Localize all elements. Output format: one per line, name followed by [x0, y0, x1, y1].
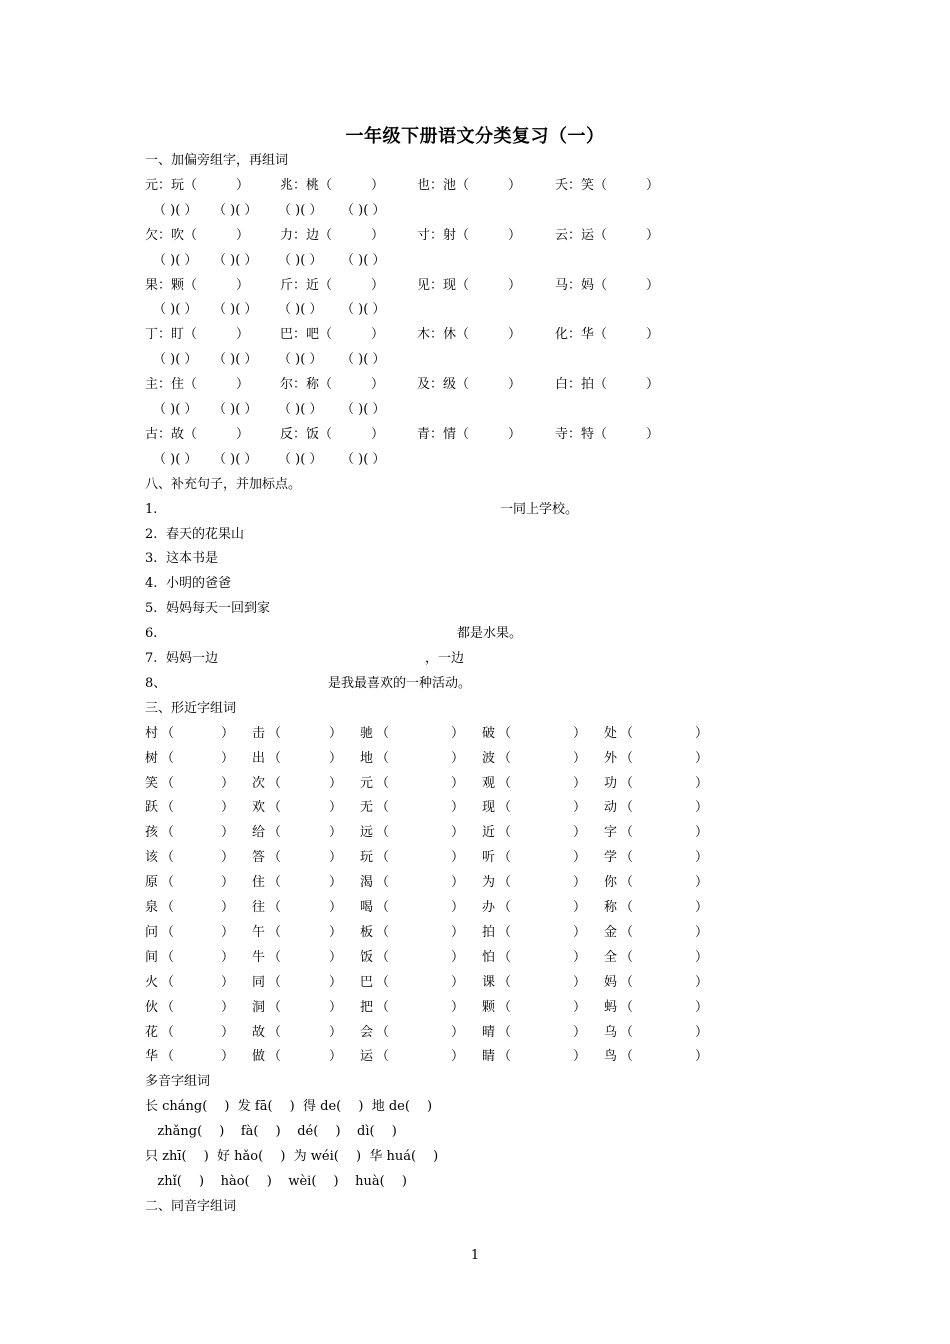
paren-close: ）: [695, 999, 709, 1015]
paren-close: ）: [329, 875, 343, 891]
paren-open: （: [620, 825, 634, 841]
similar-char: 乌: [604, 1024, 618, 1040]
similar-char: 笑: [145, 775, 159, 791]
similar-char: 答: [252, 850, 266, 866]
paren-close: ）: [329, 999, 343, 1015]
word-blank: （ )( ）: [213, 202, 258, 218]
similar-char: 泉: [145, 900, 159, 915]
paren-close: ）: [573, 1024, 587, 1040]
radical-item: 夭：笑（ ）: [555, 177, 660, 193]
word-blank: （ )( ）: [153, 302, 198, 318]
paren-close: ）: [329, 725, 343, 741]
paren-close: ）: [329, 900, 343, 915]
paren-open: （: [268, 750, 282, 766]
sentence-number: 7.: [145, 651, 158, 666]
polyphone-text: 只 zhī( ) 好 hǎo( ) 为 wéi( ) 华 huá( ): [145, 1149, 439, 1164]
paren-open: （: [498, 974, 512, 990]
paren-open: （: [498, 800, 512, 816]
sentence-text: 妈妈一边: [166, 651, 219, 666]
similar-char: 村: [145, 725, 159, 741]
paren-close: ）: [451, 974, 465, 990]
paren-open: （: [268, 875, 282, 891]
similar-char: 喝: [360, 900, 374, 915]
radical-item: 木：休（ ）: [417, 327, 522, 343]
similar-char: 做: [252, 1049, 266, 1065]
similar-char: 同: [252, 974, 266, 990]
word-blank: （ )( ）: [153, 451, 198, 467]
similar-char: 板: [360, 924, 374, 940]
similar-char: 听: [482, 850, 496, 866]
section-heading-text: 三、形近字组词: [145, 700, 237, 716]
paren-close: ）: [695, 850, 709, 866]
paren-close: ）: [573, 900, 587, 915]
paren-open: （: [376, 949, 390, 965]
radical-item: 主：住（ ）: [145, 377, 250, 393]
paren-close: ）: [695, 725, 709, 741]
paren-open: （: [620, 850, 634, 866]
radical-item: 寸：射（ ）: [417, 227, 522, 243]
paren-open: （: [376, 1024, 390, 1040]
paren-close: ）: [695, 924, 709, 940]
paren-open: （: [161, 750, 175, 766]
paren-close: ）: [451, 999, 465, 1015]
similar-char: 欢: [252, 800, 266, 816]
paren-open: （: [620, 900, 634, 915]
paren-close: ）: [573, 825, 587, 841]
radical-item: 反：饭（ ）: [280, 426, 385, 442]
similar-char: 观: [482, 775, 496, 791]
paren-open: （: [498, 1049, 512, 1065]
word-blank: （ )( ）: [153, 252, 198, 268]
paren-close: ）: [451, 900, 465, 915]
similar-char: 怕: [482, 949, 496, 965]
paren-open: （: [268, 999, 282, 1015]
paren-open: （: [268, 924, 282, 940]
sentence-text: 都是水果。: [457, 626, 523, 642]
similar-char: 近: [482, 825, 496, 841]
radical-item: 白：拍（ ）: [555, 377, 660, 393]
paren-close: ）: [221, 924, 235, 940]
paren-close: ）: [221, 725, 235, 741]
paren-open: （: [268, 949, 282, 965]
similar-char: 功: [604, 775, 618, 791]
radical-item: 斤：近（ ）: [280, 277, 385, 293]
paren-open: （: [620, 1024, 634, 1040]
similar-char: 睛: [482, 1049, 496, 1065]
word-blank: （ )( ）: [341, 352, 386, 368]
radical-item: 青：情（ ）: [417, 426, 522, 442]
paren-open: （: [161, 974, 175, 990]
radical-item: 马：妈（ ）: [555, 277, 660, 293]
radical-item: 兆：桃（ ）: [280, 177, 385, 193]
similar-char: 火: [145, 974, 159, 990]
similar-char: 全: [604, 949, 618, 965]
similar-char: 拍: [482, 924, 496, 940]
paren-close: ）: [573, 850, 587, 866]
section-heading-text: 多音字组词: [145, 1074, 211, 1090]
paren-open: （: [376, 875, 390, 891]
paren-close: ）: [221, 1024, 235, 1040]
word-blank: （ )( ）: [213, 252, 258, 268]
word-blank: （ )( ）: [341, 402, 386, 417]
polyphone-text: zhǎng( ) fà( ) dé( ) dì( ): [145, 1124, 397, 1140]
paren-close: ）: [221, 775, 235, 791]
paren-close: ）: [573, 750, 587, 766]
paren-close: ）: [329, 800, 343, 816]
paren-close: ）: [451, 924, 465, 940]
word-blank: （ )( ）: [341, 302, 386, 318]
radical-item: 化：华（ ）: [555, 327, 660, 343]
paren-open: （: [620, 1049, 634, 1065]
sentence-text: 这本书是: [166, 551, 219, 567]
radical-item: 尔：称（ ）: [280, 377, 385, 393]
similar-char: 动: [604, 800, 618, 816]
paren-open: （: [268, 1024, 282, 1040]
paren-close: ）: [221, 900, 235, 915]
similar-char: 往: [252, 900, 266, 915]
paren-close: ）: [695, 900, 709, 915]
similar-char: 晴: [482, 1024, 496, 1040]
paren-close: ）: [221, 800, 235, 816]
paren-open: （: [498, 825, 512, 841]
radical-item: 欠：吹（ ）: [145, 227, 250, 243]
paren-open: （: [620, 875, 634, 891]
section-heading-text: 二、同音字组词: [145, 1198, 237, 1214]
paren-open: （: [498, 1024, 512, 1040]
paren-close: ）: [221, 850, 235, 866]
word-blank: （ )( ）: [153, 202, 198, 218]
paren-open: （: [161, 999, 175, 1015]
radical-item: 寺：特（ ）: [555, 426, 660, 442]
paren-close: ）: [451, 850, 465, 866]
word-blank: （ )( ）: [153, 352, 198, 368]
similar-char: 树: [145, 750, 159, 766]
word-blank: （ )( ）: [278, 451, 323, 467]
paren-close: ）: [329, 825, 343, 841]
paren-open: （: [498, 875, 512, 891]
similar-char: 出: [252, 750, 266, 766]
paren-close: ）: [573, 800, 587, 816]
word-blank: （ )( ）: [341, 252, 386, 268]
paren-open: （: [620, 949, 634, 965]
paren-close: ）: [451, 775, 465, 791]
paren-open: （: [376, 924, 390, 940]
radical-item: 也：池（ ）: [417, 177, 522, 193]
page-title: 一年级下册语文分类复习（一）: [345, 126, 605, 147]
paren-open: （: [161, 775, 175, 791]
paren-close: ）: [573, 1049, 587, 1065]
similar-char: 颗: [482, 999, 496, 1015]
paren-open: （: [376, 725, 390, 741]
similar-char: 饭: [360, 949, 374, 965]
similar-char: 无: [360, 800, 374, 816]
paren-open: （: [161, 1049, 175, 1065]
paren-open: （: [620, 999, 634, 1015]
similar-char: 破: [482, 725, 496, 741]
similar-char: 地: [360, 750, 374, 766]
paren-open: （: [161, 850, 175, 866]
paren-open: （: [376, 750, 390, 766]
sentence-number: 8、: [145, 675, 167, 691]
similar-char: 处: [604, 725, 618, 741]
similar-char: 住: [252, 875, 266, 891]
polyphone-text: zhǐ( ) hào( ) wèi( ) huà( ): [145, 1173, 407, 1189]
sentence-number: 1.: [145, 501, 158, 517]
paren-close: ）: [329, 1024, 343, 1040]
similar-char: 问: [145, 924, 159, 940]
paren-close: ）: [221, 999, 235, 1015]
paren-close: ）: [695, 1049, 709, 1065]
paren-open: （: [620, 750, 634, 766]
radical-item: 及：级（ ）: [417, 377, 522, 393]
paren-open: （: [268, 775, 282, 791]
word-blank: （ )( ）: [213, 302, 258, 318]
paren-close: ）: [695, 875, 709, 891]
paren-open: （: [161, 825, 175, 841]
paren-close: ）: [695, 1024, 709, 1040]
paren-open: （: [376, 974, 390, 990]
similar-char: 元: [360, 775, 374, 791]
sentence-text: 小明的爸爸: [166, 576, 232, 592]
radical-item: 云：运（ ）: [555, 227, 660, 243]
paren-close: ）: [329, 750, 343, 766]
word-blank: （ )( ）: [213, 402, 258, 417]
sentence-number: 2.: [145, 526, 158, 542]
paren-close: ）: [451, 750, 465, 766]
paren-open: （: [498, 750, 512, 766]
paren-close: ）: [221, 825, 235, 841]
paren-close: ）: [451, 825, 465, 841]
paren-close: ）: [451, 1024, 465, 1040]
similar-char: 运: [360, 1049, 374, 1065]
paren-close: ）: [221, 750, 235, 766]
sentence-text: 妈妈每天一回到家: [166, 601, 271, 617]
similar-char: 妈: [604, 974, 618, 990]
paren-close: ）: [329, 924, 343, 940]
paren-open: （: [161, 949, 175, 965]
similar-char: 为: [482, 875, 496, 891]
similar-char: 金: [604, 924, 618, 940]
similar-char: 学: [604, 850, 618, 866]
similar-char: 原: [145, 875, 159, 891]
paren-open: （: [498, 900, 512, 915]
paren-close: ）: [573, 999, 587, 1015]
similar-char: 玩: [360, 850, 374, 866]
paren-close: ）: [695, 974, 709, 990]
similar-char: 击: [252, 725, 266, 741]
word-blank: （ )( ）: [278, 252, 323, 268]
paren-close: ）: [329, 949, 343, 965]
paren-close: ）: [221, 974, 235, 990]
paren-open: （: [268, 800, 282, 816]
polyphone-text: 长 cháng( ) 发 fā( ) 得 de( ) 地 de( ): [145, 1099, 433, 1115]
paren-open: （: [376, 825, 390, 841]
paren-close: ）: [451, 725, 465, 741]
word-blank: （ )( ）: [213, 352, 258, 368]
paren-open: （: [376, 775, 390, 791]
paren-close: ）: [329, 1049, 343, 1065]
paren-open: （: [620, 775, 634, 791]
paren-close: ）: [329, 775, 343, 791]
sentence-text: 是我最喜欢的一种活动。: [328, 675, 472, 691]
sentence-text: ，一边: [425, 651, 465, 666]
similar-char: 该: [145, 850, 159, 866]
sentence-number: 3.: [145, 551, 158, 567]
paren-open: （: [498, 924, 512, 940]
similar-char: 现: [482, 800, 496, 816]
radical-item: 见：现（ ）: [417, 277, 522, 293]
similar-char: 外: [604, 750, 618, 766]
paren-close: ）: [329, 974, 343, 990]
similar-char: 伙: [145, 999, 159, 1015]
paren-close: ）: [695, 775, 709, 791]
similar-char: 巴: [360, 974, 374, 990]
similar-char: 次: [252, 775, 266, 791]
paren-close: ）: [695, 800, 709, 816]
paren-open: （: [376, 1049, 390, 1065]
similar-char: 波: [482, 750, 496, 766]
sentence-number: 4.: [145, 576, 158, 592]
similar-char: 称: [604, 900, 618, 915]
paren-close: ）: [573, 949, 587, 965]
paren-open: （: [161, 900, 175, 915]
similar-char: 驰: [360, 725, 374, 741]
similar-char: 蚂: [604, 999, 618, 1015]
paren-close: ）: [451, 1049, 465, 1065]
similar-char: 办: [482, 900, 496, 915]
paren-open: （: [498, 850, 512, 866]
paren-open: （: [498, 949, 512, 965]
paren-close: ）: [695, 750, 709, 766]
paren-open: （: [268, 850, 282, 866]
similar-char: 跃: [145, 800, 159, 816]
word-blank: （ )( ）: [153, 402, 198, 417]
paren-open: （: [376, 900, 390, 915]
paren-open: （: [376, 800, 390, 816]
similar-char: 花: [145, 1024, 159, 1040]
paren-close: ）: [573, 974, 587, 990]
paren-open: （: [620, 924, 634, 940]
word-blank: （ )( ）: [341, 451, 386, 467]
paren-close: ）: [573, 775, 587, 791]
radical-item: 果：颗（ ）: [145, 277, 250, 293]
section-heading-text: 八、补充句子，并加标点。: [145, 476, 302, 492]
paren-open: （: [161, 800, 175, 816]
similar-char: 鸟: [604, 1049, 618, 1065]
similar-char: 远: [360, 825, 374, 841]
page-number: 1: [470, 1248, 480, 1263]
section-heading-text: 一、加偏旁组字，再组词: [145, 153, 289, 168]
paren-open: （: [376, 850, 390, 866]
radical-item: 力：边（ ）: [280, 227, 385, 243]
similar-char: 会: [360, 1024, 374, 1040]
similar-char: 把: [360, 999, 374, 1015]
sentence-text: 一同上学校。: [500, 501, 579, 517]
paren-open: （: [498, 725, 512, 741]
word-blank: （ )( ）: [278, 202, 323, 218]
similar-char: 牛: [252, 949, 266, 965]
paren-open: （: [161, 875, 175, 891]
paren-close: ）: [451, 949, 465, 965]
word-blank: （ )( ）: [278, 352, 323, 368]
paren-open: （: [268, 1049, 282, 1065]
paren-close: ）: [221, 1049, 235, 1065]
paren-open: （: [268, 900, 282, 915]
word-blank: （ )( ）: [341, 202, 386, 218]
paren-close: ）: [573, 875, 587, 891]
paren-open: （: [498, 999, 512, 1015]
radical-item: 元：玩（ ）: [145, 177, 250, 193]
word-blank: （ )( ）: [213, 451, 258, 467]
paren-open: （: [498, 775, 512, 791]
paren-close: ）: [221, 875, 235, 891]
sentence-number: 5.: [145, 601, 158, 617]
paren-open: （: [620, 974, 634, 990]
paren-open: （: [161, 924, 175, 940]
sentence-number: 6.: [145, 626, 158, 642]
sentence-text: 春天的花果山: [166, 526, 245, 542]
paren-open: （: [161, 725, 175, 741]
similar-char: 课: [482, 974, 496, 990]
similar-char: 给: [252, 825, 266, 841]
paren-close: ）: [451, 800, 465, 816]
similar-char: 华: [145, 1049, 159, 1065]
paren-open: （: [161, 1024, 175, 1040]
similar-char: 渴: [360, 875, 374, 891]
similar-char: 字: [604, 825, 618, 841]
paren-open: （: [376, 999, 390, 1015]
similar-char: 洞: [252, 999, 266, 1015]
paren-open: （: [268, 825, 282, 841]
paren-close: ）: [573, 725, 587, 741]
paren-close: ）: [573, 924, 587, 940]
similar-char: 午: [252, 924, 266, 940]
paren-open: （: [620, 800, 634, 816]
similar-char: 间: [145, 949, 159, 965]
paren-open: （: [268, 725, 282, 741]
paren-close: ）: [695, 949, 709, 965]
word-blank: （ )( ）: [278, 302, 323, 318]
paren-close: ）: [451, 875, 465, 891]
similar-char: 你: [604, 875, 618, 891]
paren-close: ）: [695, 825, 709, 841]
radical-item: 巴：吧（ ）: [280, 327, 385, 343]
similar-char: 故: [252, 1024, 266, 1040]
paren-close: ）: [221, 949, 235, 965]
paren-open: （: [620, 725, 634, 741]
paren-open: （: [268, 974, 282, 990]
paren-close: ）: [329, 850, 343, 866]
word-blank: （ )( ）: [278, 402, 323, 417]
radical-item: 古：故（ ）: [145, 426, 250, 442]
radical-item: 丁：盯（ ）: [145, 327, 250, 343]
similar-char: 孩: [145, 825, 159, 841]
